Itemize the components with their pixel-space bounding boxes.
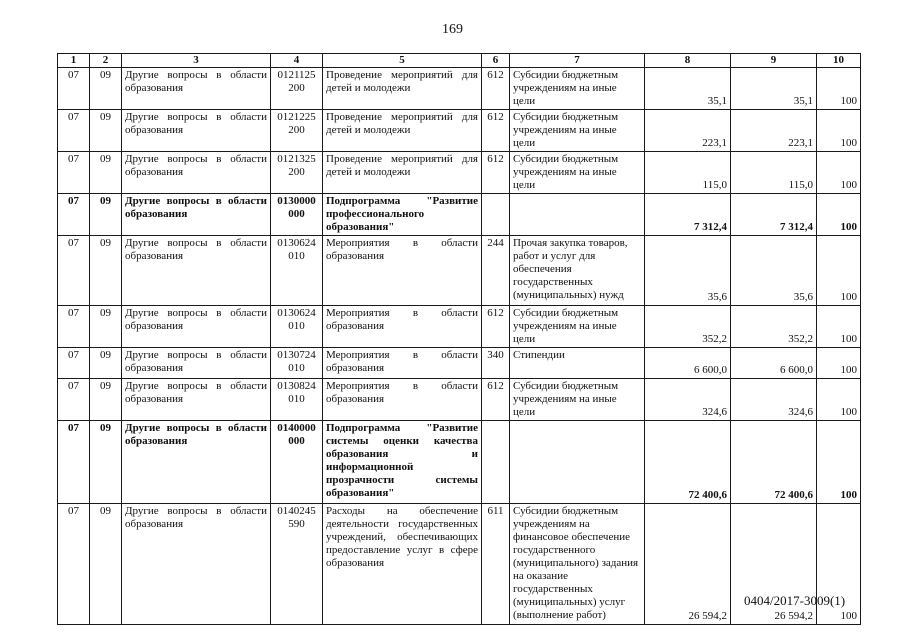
cell-section-name: Другие вопросы в области образования	[122, 348, 271, 379]
cell-subsection: 09	[90, 152, 122, 194]
cell-percent: 100	[817, 68, 861, 110]
cell-amount-executed: 223,1	[731, 110, 817, 152]
cell-subsection: 09	[90, 110, 122, 152]
cell-expense-type-name	[510, 194, 645, 236]
cell-percent: 100	[817, 152, 861, 194]
cell-expense-type-code	[482, 421, 510, 504]
cell-target-code: 0121325 200	[271, 152, 323, 194]
cell-subsection: 09	[90, 504, 122, 625]
column-header: 1	[58, 54, 90, 68]
cell-expense-type-name: Субсидии бюджетным учреждениям на иные цели	[510, 68, 645, 110]
cell-section-name: Другие вопросы в области образования	[122, 504, 271, 625]
cell-section: 07	[58, 194, 90, 236]
column-header: 7	[510, 54, 645, 68]
page-number: 169	[442, 22, 463, 37]
cell-amount-planned: 35,6	[645, 236, 731, 306]
cell-amount-executed: 324,6	[731, 379, 817, 421]
cell-subsection: 09	[90, 306, 122, 348]
cell-target-name: Мероприятия в области образования	[323, 306, 482, 348]
budget-table	[57, 53, 861, 625]
table-row	[58, 379, 861, 421]
cell-target-code: 0121125 200	[271, 68, 323, 110]
table-row	[58, 504, 861, 625]
cell-expense-type-name: Субсидии бюджетным учреждениям на иные цели	[510, 110, 645, 152]
cell-target-name: Подпрограмма "Развитие профессионального образования"	[323, 194, 482, 236]
cell-expense-type-name: Стипендии	[510, 348, 645, 379]
column-header: 10	[817, 54, 861, 68]
cell-subsection: 09	[90, 379, 122, 421]
cell-percent: 100	[817, 194, 861, 236]
column-header: 5	[323, 54, 482, 68]
cell-target-code: 0130824 010	[271, 379, 323, 421]
cell-target-code: 0130624 010	[271, 306, 323, 348]
cell-target-name: Подпрограмма "Развитие системы оценки качества образования и информационной прозрачности системы образования"	[323, 421, 482, 504]
column-header: 9	[731, 54, 817, 68]
cell-subsection: 09	[90, 421, 122, 504]
cell-amount-planned: 324,6	[645, 379, 731, 421]
cell-expense-type-code: 612	[482, 110, 510, 152]
cell-section: 07	[58, 68, 90, 110]
cell-amount-executed: 72 400,6	[731, 421, 817, 504]
cell-expense-type-name: Субсидии бюджетным учреждениям на иные цели	[510, 306, 645, 348]
cell-percent: 100	[817, 110, 861, 152]
table-row	[58, 68, 861, 110]
cell-target-code: 0130000 000	[271, 194, 323, 236]
cell-amount-executed: 35,6	[731, 236, 817, 306]
cell-amount-planned: 6 600,0	[645, 348, 731, 379]
budget-table-container	[57, 53, 860, 625]
document-reference-code: 0404/2017-3009(1)	[744, 593, 846, 608]
cell-target-name: Мероприятия в области образования	[323, 379, 482, 421]
cell-section-name: Другие вопросы в области образования	[122, 236, 271, 306]
cell-amount-executed: 352,2	[731, 306, 817, 348]
cell-percent: 100	[817, 504, 861, 625]
table-row	[58, 236, 861, 306]
cell-amount-executed: 7 312,4	[731, 194, 817, 236]
cell-expense-type-code: 611	[482, 504, 510, 625]
column-header: 2	[90, 54, 122, 68]
cell-amount-planned: 352,2	[645, 306, 731, 348]
cell-subsection: 09	[90, 194, 122, 236]
cell-subsection: 09	[90, 68, 122, 110]
cell-target-name: Проведение мероприятий для детей и молодежи	[323, 68, 482, 110]
table-row	[58, 152, 861, 194]
table-row-subprogram	[58, 194, 861, 236]
table-row	[58, 306, 861, 348]
cell-percent: 100	[817, 421, 861, 504]
cell-subsection: 09	[90, 348, 122, 379]
cell-target-code: 0140000 000	[271, 421, 323, 504]
cell-expense-type-code: 612	[482, 152, 510, 194]
cell-expense-type-code: 612	[482, 306, 510, 348]
cell-amount-planned: 223,1	[645, 110, 731, 152]
cell-amount-executed: 35,1	[731, 68, 817, 110]
cell-section-name: Другие вопросы в области образования	[122, 68, 271, 110]
cell-amount-planned: 115,0	[645, 152, 731, 194]
cell-amount-executed: 26 594,2	[731, 504, 817, 625]
cell-target-name: Мероприятия в области образования	[323, 348, 482, 379]
cell-target-name: Мероприятия в области образования	[323, 236, 482, 306]
cell-section: 07	[58, 379, 90, 421]
cell-section: 07	[58, 110, 90, 152]
cell-amount-executed: 6 600,0	[731, 348, 817, 379]
cell-amount-planned: 7 312,4	[645, 194, 731, 236]
cell-expense-type-name: Прочая закупка товаров, работ и услуг для обеспечения государственных (муниципальных) нужд	[510, 236, 645, 306]
cell-section: 07	[58, 421, 90, 504]
header-row	[58, 54, 861, 68]
cell-target-name: Проведение мероприятий для детей и молодежи	[323, 152, 482, 194]
cell-expense-type-code: 340	[482, 348, 510, 379]
table-row	[58, 110, 861, 152]
column-header: 8	[645, 54, 731, 68]
cell-section: 07	[58, 306, 90, 348]
cell-section-name: Другие вопросы в области образования	[122, 421, 271, 504]
cell-percent: 100	[817, 348, 861, 379]
cell-section-name: Другие вопросы в области образования	[122, 152, 271, 194]
cell-expense-type-name	[510, 421, 645, 504]
cell-section: 07	[58, 236, 90, 306]
column-header: 3	[122, 54, 271, 68]
cell-target-code: 0121225 200	[271, 110, 323, 152]
cell-percent: 100	[817, 379, 861, 421]
cell-section-name: Другие вопросы в области образования	[122, 306, 271, 348]
cell-section-name: Другие вопросы в области образования	[122, 194, 271, 236]
cell-target-code: 0130624 010	[271, 236, 323, 306]
cell-amount-planned: 26 594,2	[645, 504, 731, 625]
cell-target-code: 0130724 010	[271, 348, 323, 379]
cell-expense-type-code: 244	[482, 236, 510, 306]
cell-expense-type-code	[482, 194, 510, 236]
cell-percent: 100	[817, 306, 861, 348]
cell-percent: 100	[817, 236, 861, 306]
cell-target-name: Расходы на обеспечение деятельности государственных учреждений, обеспечивающих предоставление услуг в сфере образования	[323, 504, 482, 625]
cell-expense-type-name: Субсидии бюджетным учреждениям на финансовое обеспечение государственного (муниципального) задания на оказание государственных (муниципальных) услуг (выполнение работ)	[510, 504, 645, 625]
cell-section: 07	[58, 152, 90, 194]
cell-expense-type-name: Субсидии бюджетным учреждениям на иные цели	[510, 152, 645, 194]
column-header: 6	[482, 54, 510, 68]
cell-target-name: Проведение мероприятий для детей и молодежи	[323, 110, 482, 152]
cell-target-code: 0140245 590	[271, 504, 323, 625]
table-row-subprogram	[58, 421, 861, 504]
cell-section: 07	[58, 348, 90, 379]
cell-section-name: Другие вопросы в области образования	[122, 110, 271, 152]
cell-expense-type-code: 612	[482, 68, 510, 110]
cell-amount-planned: 35,1	[645, 68, 731, 110]
table-row	[58, 348, 861, 379]
cell-expense-type-name: Субсидии бюджетным учреждениям на иные цели	[510, 379, 645, 421]
cell-section-name: Другие вопросы в области образования	[122, 379, 271, 421]
cell-amount-executed: 115,0	[731, 152, 817, 194]
column-header: 4	[271, 54, 323, 68]
cell-subsection: 09	[90, 236, 122, 306]
cell-amount-planned: 72 400,6	[645, 421, 731, 504]
cell-section: 07	[58, 504, 90, 625]
cell-expense-type-code: 612	[482, 379, 510, 421]
